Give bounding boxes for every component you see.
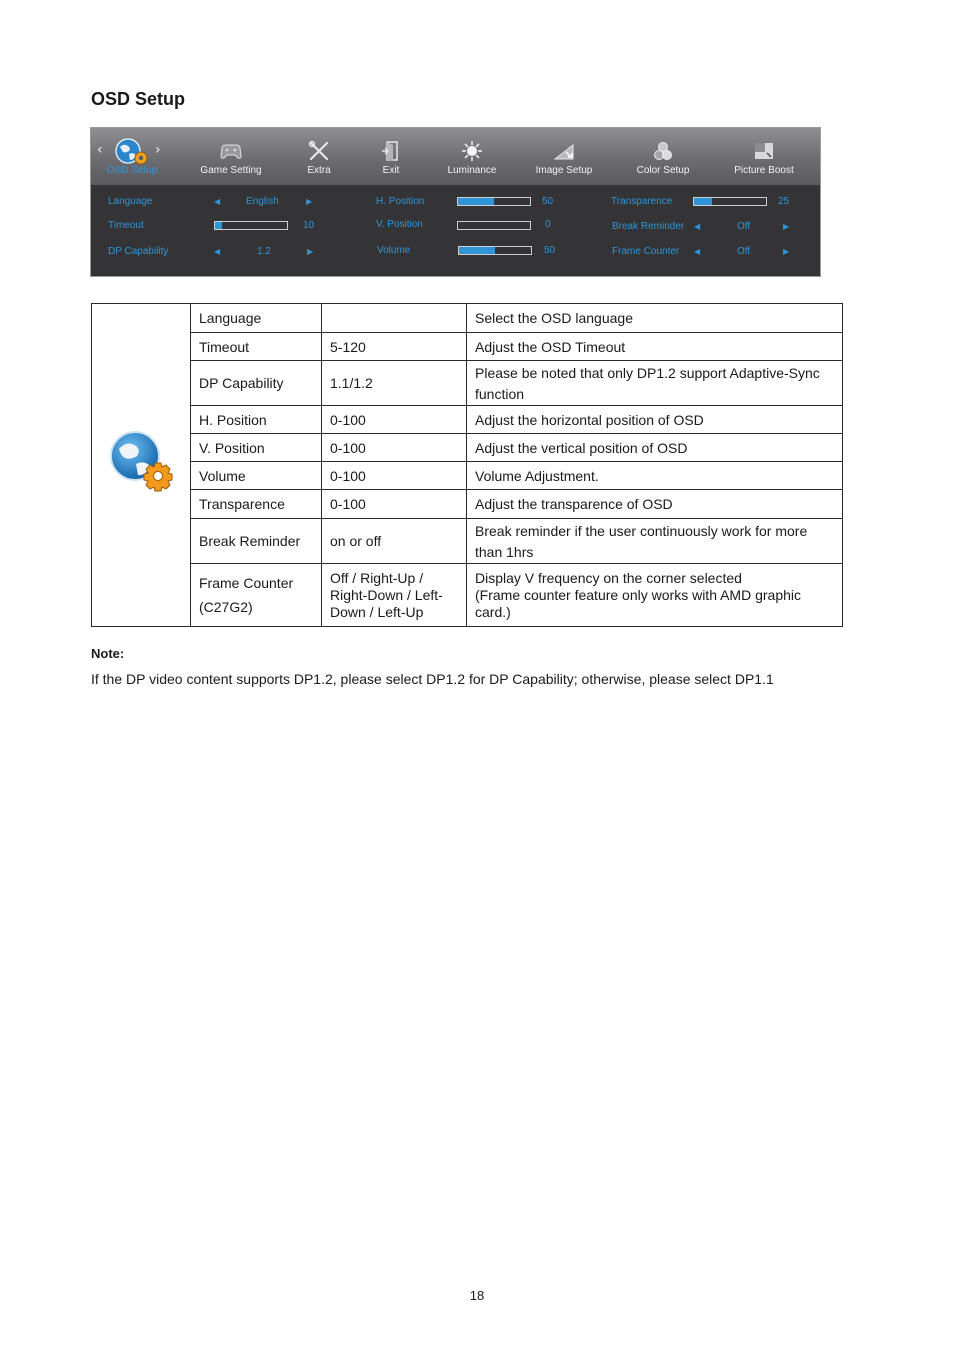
cell-desc: Please be noted that only DP1.2 support Adaptive-Sync function <box>467 361 843 406</box>
tab-exit[interactable] <box>367 128 415 185</box>
osd-transparence-label: Transparence <box>611 196 673 207</box>
picture-boost-icon <box>752 140 776 162</box>
color-circles-icon <box>651 140 675 162</box>
osd-dp-capability-label: DP Capability <box>108 246 169 257</box>
tab-game-setting[interactable] <box>194 128 268 185</box>
cell-item: Language <box>191 304 322 333</box>
table-row <box>92 490 843 519</box>
arrow-right-icon[interactable]: ▶ <box>783 222 790 231</box>
cell-item: Break Reminder <box>191 519 322 564</box>
arrow-left-icon[interactable]: ◀ <box>694 247 701 256</box>
osd-language-label: Language <box>108 196 153 207</box>
osd-h-position-slider[interactable] <box>457 197 531 206</box>
desc-line: (Frame counter feature only works with AMD graphic <box>475 586 802 603</box>
cell-desc: Adjust the OSD Timeout <box>467 333 843 361</box>
sun-icon <box>460 140 484 162</box>
tab-osd-setup[interactable] <box>105 128 159 185</box>
page-number: 18 <box>469 1288 485 1303</box>
tab-extra[interactable] <box>294 128 344 185</box>
osd-transparence-value: 25 <box>778 196 790 207</box>
cell-range <box>322 304 467 333</box>
tab-label: Picture Boost <box>734 165 794 176</box>
osd-frame-counter-value[interactable]: Off <box>737 246 751 257</box>
slider-fill <box>694 198 712 205</box>
osd-v-position-label: V. Position <box>376 219 423 230</box>
table-row <box>92 406 843 434</box>
osd-transparence-slider[interactable] <box>693 197 767 206</box>
table-row <box>92 333 843 361</box>
arrow-left-icon[interactable]: ◀ <box>694 222 701 231</box>
arrow-right-icon[interactable]: ▶ <box>307 247 314 256</box>
cell-item-note: (C27G2) <box>199 599 253 615</box>
cell-range: 5-120 <box>322 333 467 361</box>
range-line: Off / Right-Up / <box>330 569 424 586</box>
osd-dp-capability-value[interactable]: 1.2 <box>257 246 271 257</box>
chevron-left-icon[interactable]: ‹ <box>97 142 103 158</box>
tab-label: Extra <box>307 165 331 176</box>
chevron-right-icon[interactable]: › <box>155 142 161 158</box>
osd-v-position-slider[interactable] <box>457 221 531 230</box>
tab-picture-boost[interactable] <box>727 128 801 185</box>
osd-tab-bar <box>91 128 820 185</box>
table-row <box>92 462 843 490</box>
cell-item <box>191 564 322 627</box>
cell-desc <box>467 564 843 627</box>
cell-item: DP Capability <box>191 361 322 406</box>
arrow-right-icon[interactable]: ▶ <box>783 247 790 256</box>
cell-item: V. Position <box>191 434 322 462</box>
osd-break-reminder-value[interactable]: Off <box>737 221 751 232</box>
osd-h-position-label: H. Position <box>376 196 425 207</box>
table-row <box>92 434 843 462</box>
tab-label: Color Setup <box>636 165 690 176</box>
page-title: OSD Setup <box>91 89 186 109</box>
osd-language-value[interactable]: English <box>246 196 279 207</box>
cell-desc: Adjust the vertical position of OSD <box>467 434 843 462</box>
osd-h-position-value: 50 <box>542 196 554 207</box>
cell-range: 0-100 <box>322 462 467 490</box>
image-setup-icon <box>552 140 576 162</box>
table-row <box>92 304 843 333</box>
cell-range: on or off <box>322 519 467 564</box>
cell-item: H. Position <box>191 406 322 434</box>
osd-setup-table <box>91 303 843 627</box>
table-icon-cell <box>92 304 191 627</box>
desc-line: Display V frequency on the corner selected <box>475 569 742 586</box>
cell-desc: Break reminder if the user continuously work for more than 1hrs <box>467 519 843 564</box>
cell-item-text: Frame Counter <box>199 575 294 591</box>
exit-door-icon <box>379 140 403 162</box>
cell-item: Transparence <box>191 490 322 519</box>
osd-timeout-label: Timeout <box>108 220 144 231</box>
osd-break-reminder-label: Break Reminder <box>612 221 685 232</box>
cell-desc: Adjust the horizontal position of OSD <box>467 406 843 434</box>
tab-color-setup[interactable] <box>628 128 698 185</box>
slider-fill <box>459 247 495 254</box>
osd-volume-label: Volume <box>377 245 411 256</box>
tab-label: OSD Setup <box>106 165 158 176</box>
osd-volume-slider[interactable] <box>458 246 532 255</box>
cell-item: Volume <box>191 462 322 490</box>
tab-label: Luminance <box>447 165 497 176</box>
desc-line: card.) <box>475 603 511 620</box>
cell-item: Timeout <box>191 333 322 361</box>
slider-fill <box>215 222 222 229</box>
range-line: Right-Down / Left- <box>330 586 443 603</box>
table-row <box>92 361 843 406</box>
tab-label: Image Setup <box>535 165 593 176</box>
tab-luminance[interactable] <box>441 128 503 185</box>
cell-range <box>322 564 467 627</box>
cell-range: 0-100 <box>322 406 467 434</box>
osd-v-position-value: 0 <box>545 219 551 230</box>
cell-desc: Select the OSD language <box>467 304 843 333</box>
gamepad-icon <box>219 140 243 162</box>
arrow-right-icon[interactable]: ▶ <box>306 197 313 206</box>
arrow-left-icon[interactable]: ◀ <box>214 197 221 206</box>
osd-menu-screenshot <box>90 127 821 277</box>
note-title: Note: <box>91 646 125 661</box>
cell-desc: Volume Adjustment. <box>467 462 843 490</box>
tab-label: Game Setting <box>200 165 262 176</box>
arrow-left-icon[interactable]: ◀ <box>214 247 221 256</box>
globe-gear-icon <box>114 137 150 167</box>
tools-icon <box>307 140 331 162</box>
range-line: Down / Left-Up <box>330 603 424 620</box>
osd-volume-value: 50 <box>544 245 556 256</box>
osd-timeout-value: 10 <box>303 220 315 231</box>
note-text: If the DP video content supports DP1.2, please select DP1.2 for DP Capability; otherwise, please select DP1.1 <box>91 671 774 687</box>
table-row <box>92 519 843 564</box>
slider-fill <box>458 198 494 205</box>
osd-timeout-slider[interactable] <box>214 221 288 230</box>
cell-range: 1.1/1.2 <box>322 361 467 406</box>
tab-image-setup[interactable] <box>530 128 598 185</box>
cell-desc: Adjust the transparence of OSD <box>467 490 843 519</box>
cell-range: 0-100 <box>322 434 467 462</box>
tab-label: Exit <box>382 165 400 176</box>
cell-range: 0-100 <box>322 490 467 519</box>
globe-gear-icon <box>107 429 175 497</box>
table-row <box>92 564 843 627</box>
osd-frame-counter-label: Frame Counter <box>612 246 680 257</box>
